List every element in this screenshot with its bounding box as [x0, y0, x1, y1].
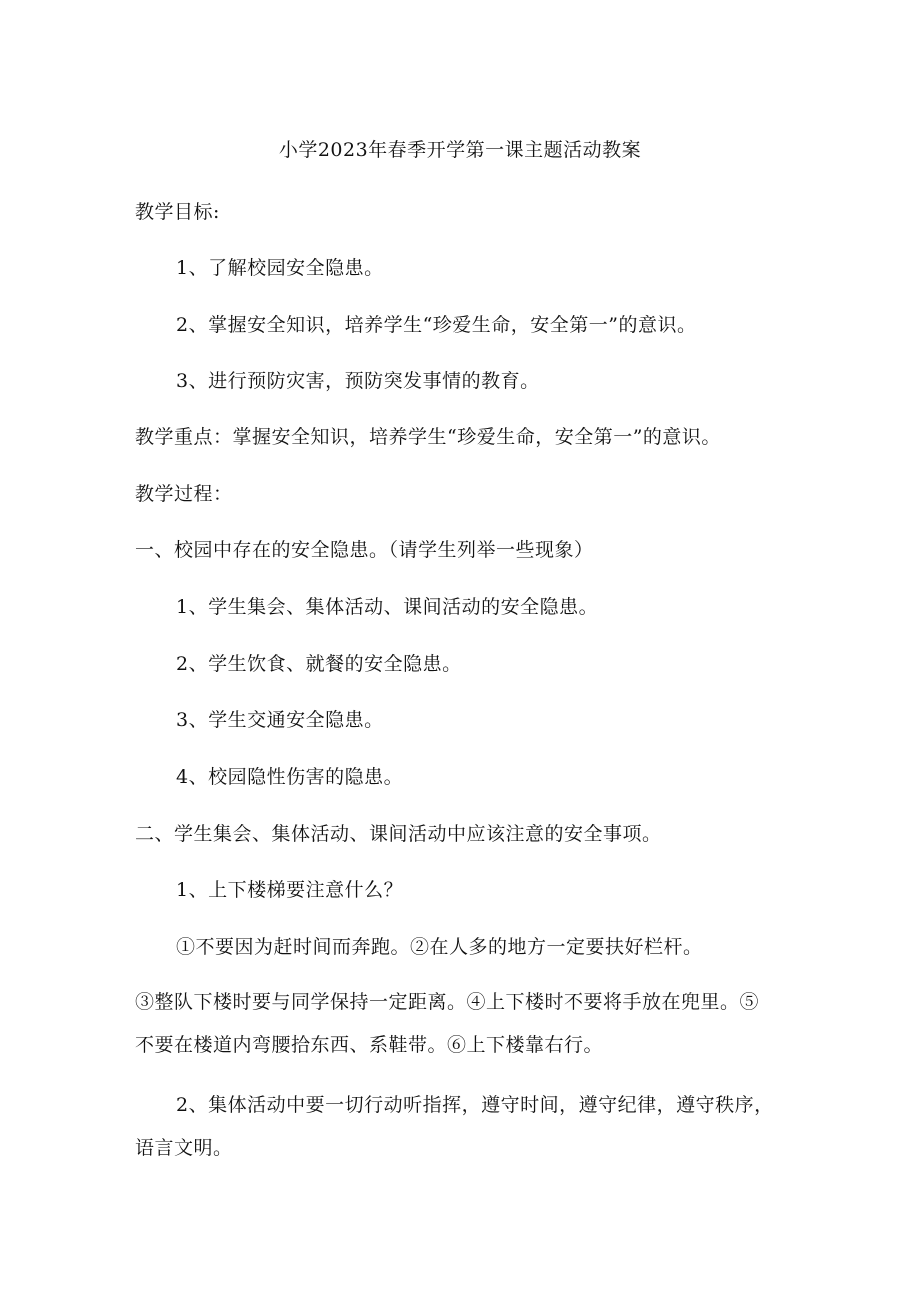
section1-item: 4、校园隐性伤害的隐患。 [176, 766, 404, 788]
document-title: 小学2023年春季开学第一课主题活动教案 [278, 139, 642, 161]
process-heading: 教学过程： [135, 483, 233, 505]
section2-item1: 1、上下楼梯要注意什么？ [176, 879, 404, 901]
section1-heading: 一、校园中存在的安全隐患。（请学生列举一些现象） [135, 539, 594, 561]
goal-item: 2、掌握安全知识，培养学生“珍爱生命，安全第一”的意识。 [176, 314, 697, 336]
key-point: 教学重点：掌握安全知识，培养学生“珍爱生命，安全第一”的意识。 [135, 426, 721, 448]
goals-heading: 教学目标: [135, 201, 220, 223]
section1-item: 3、学生交通安全隐患。 [176, 709, 384, 731]
goal-item: 1、了解校园安全隐患。 [176, 257, 384, 279]
goal-item: 3、进行预防灾害，预防突发事情的教育。 [176, 370, 540, 392]
stairs-detail-line: ③整队下楼时要与同学保持一定距离。④上下楼时不要将手放在兜里。⑤ [135, 991, 760, 1013]
stairs-detail-line: 不要在楼道内弯腰拾东西、系鞋带。⑥上下楼靠右行。 [135, 1034, 604, 1056]
stairs-detail-line: ①不要因为赶时间而奔跑。②在人多的地方一定要扶好栏杆。 [176, 936, 703, 958]
section1-item: 2、学生饮食、就餐的安全隐患。 [176, 653, 462, 675]
section2-item2-line: 2、集体活动中要一切行动听指挥，遵守时间，遵守纪律，遵守秩序， [176, 1094, 774, 1116]
section2-heading: 二、学生集会、集体活动、课间活动中应该注意的安全事项。 [135, 823, 662, 845]
section2-item2-line: 语言文明。 [135, 1137, 233, 1159]
section1-item: 1、学生集会、集体活动、课间活动的安全隐患。 [176, 596, 599, 618]
